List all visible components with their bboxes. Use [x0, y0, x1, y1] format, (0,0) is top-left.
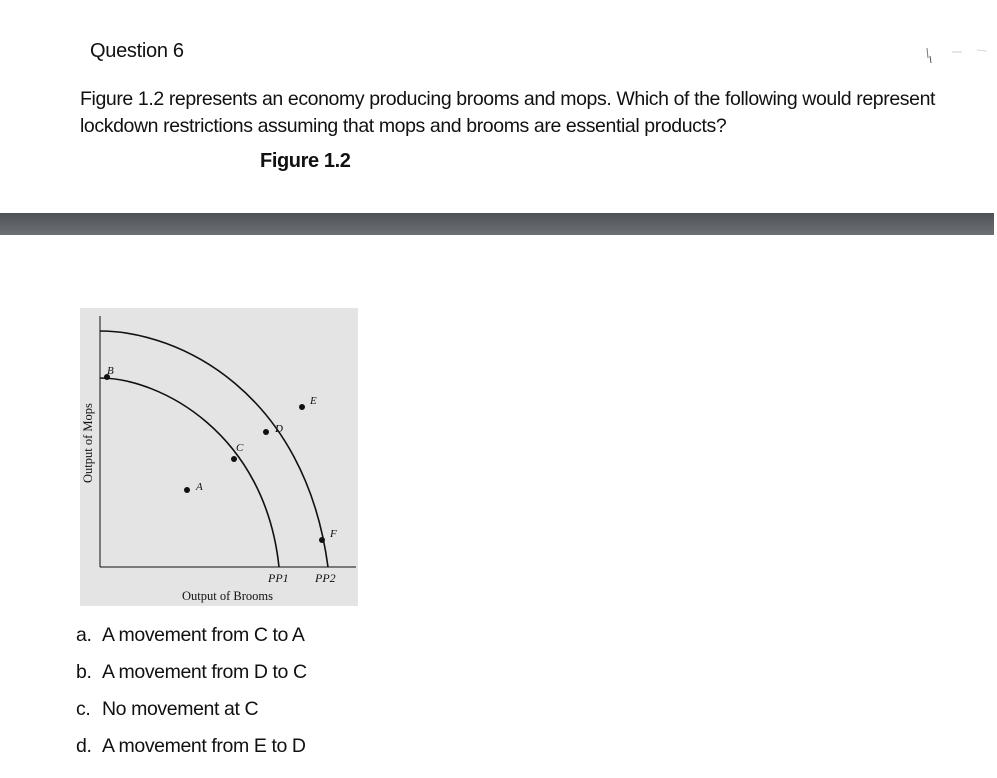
point-label-b: B: [107, 365, 114, 377]
curve-label-pp1: PP1: [268, 571, 289, 585]
option-b[interactable]: [76, 657, 307, 694]
option-letter: c.: [76, 698, 91, 720]
point-d: [263, 429, 269, 435]
question-header: Question 6: [90, 40, 184, 62]
x-axis-title: Output of Brooms: [182, 589, 273, 603]
ppf-chart-svg: [80, 308, 358, 606]
ppf-chart: [80, 308, 358, 606]
option-text: A movement from E to D: [102, 735, 306, 757]
point-label-a: A: [196, 481, 203, 493]
option-a[interactable]: [76, 620, 307, 657]
answer-options: [76, 620, 307, 768]
option-text: A movement from C to A: [102, 624, 305, 646]
option-text: A movement from D to C: [102, 661, 307, 683]
option-letter: a.: [76, 624, 92, 646]
option-letter: b.: [76, 661, 92, 683]
figure-caption: Figure 1.2: [260, 150, 351, 172]
question-text: Figure 1.2 represents an economy producing brooms and mops. Which of the following would represent lockdown restrictions assuming that mops and brooms are essential products?: [80, 88, 936, 137]
option-letter: d.: [76, 735, 92, 757]
point-label-e: E: [310, 395, 317, 407]
divider-bar: [0, 213, 994, 235]
option-text: No movement at C: [102, 698, 259, 720]
point-a: [184, 487, 190, 493]
point-e: [299, 404, 305, 410]
point-label-f: F: [330, 528, 337, 540]
scan-marks-decoration: [922, 46, 992, 66]
point-f: [319, 537, 325, 543]
chart-background: [80, 308, 358, 606]
option-d[interactable]: [76, 731, 307, 768]
curve-label-pp2: PP2: [315, 571, 336, 585]
point-label-d: D: [275, 423, 283, 435]
y-axis-title: Output of Mops: [81, 403, 95, 483]
option-c[interactable]: [76, 694, 307, 731]
point-label-c: C: [236, 442, 244, 454]
point-c: [231, 456, 237, 462]
